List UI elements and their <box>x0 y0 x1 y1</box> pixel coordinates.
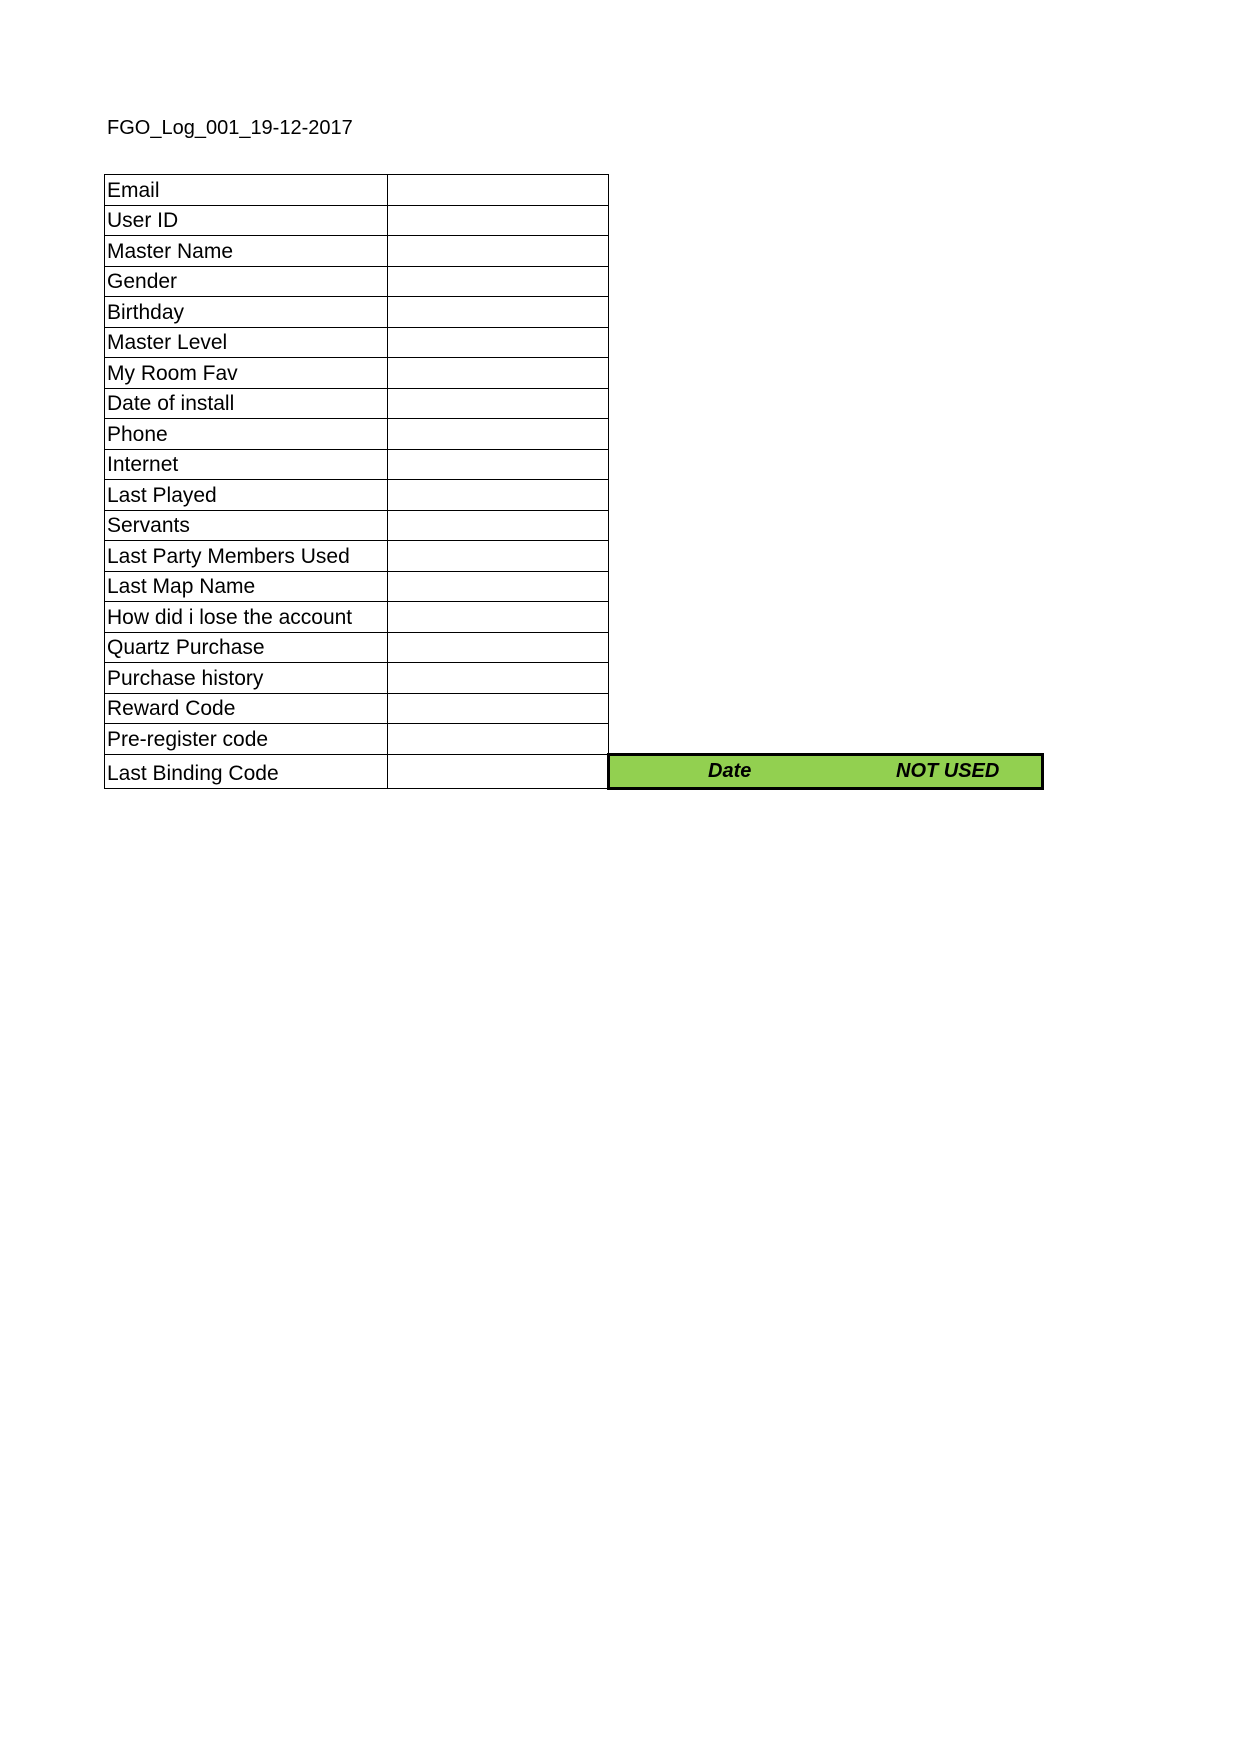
field-label-quartz-purchase: Quartz Purchase <box>105 632 388 663</box>
field-value-last-binding-code[interactable] <box>388 754 609 788</box>
field-label-master-name: Master Name <box>105 236 388 267</box>
field-value-last-map-name[interactable] <box>388 571 609 602</box>
field-label-birthday: Birthday <box>105 297 388 328</box>
field-value-my-room-fav[interactable] <box>388 358 609 389</box>
table-row <box>105 419 1043 450</box>
field-label-servants: Servants <box>105 510 388 541</box>
table-row <box>105 541 1043 572</box>
table-row <box>105 327 1043 358</box>
field-label-date-of-install: Date of install <box>105 388 388 419</box>
table-row <box>105 358 1043 389</box>
table-row <box>105 602 1043 633</box>
document-title: FGO_Log_001_19-12-2017 <box>107 117 353 139</box>
field-label-gender: Gender <box>105 266 388 297</box>
binding-status-label: NOT USED <box>896 759 1000 782</box>
field-label-phone: Phone <box>105 419 388 450</box>
table-row <box>105 297 1043 328</box>
table-row <box>105 663 1043 694</box>
field-value-quartz-purchase[interactable] <box>388 632 609 663</box>
field-value-last-party-members-used[interactable] <box>388 541 609 572</box>
table-row <box>105 449 1043 480</box>
table-row <box>105 632 1043 663</box>
table-row <box>105 480 1043 511</box>
account-info-table <box>104 174 1044 790</box>
field-value-email[interactable] <box>388 175 609 206</box>
field-label-last-played: Last Played <box>105 480 388 511</box>
table-row <box>105 571 1043 602</box>
table-row <box>105 175 1043 206</box>
field-value-last-played[interactable] <box>388 480 609 511</box>
field-label-last-party-members-used: Last Party Members Used <box>105 541 388 572</box>
field-value-gender[interactable] <box>388 266 609 297</box>
table-row <box>105 266 1043 297</box>
table-row <box>105 693 1043 724</box>
field-value-birthday[interactable] <box>388 297 609 328</box>
field-label-purchase-history: Purchase history <box>105 663 388 694</box>
field-label-my-room-fav: My Room Fav <box>105 358 388 389</box>
field-value-reward-code[interactable] <box>388 693 609 724</box>
field-label-internet: Internet <box>105 449 388 480</box>
table-row <box>105 510 1043 541</box>
field-label-email: Email <box>105 175 388 206</box>
table-row <box>105 724 1043 755</box>
field-label-master-level: Master Level <box>105 327 388 358</box>
field-value-pre-register-code[interactable] <box>388 724 609 755</box>
field-label-pre-register-code: Pre-register code <box>105 724 388 755</box>
field-value-user-id[interactable] <box>388 205 609 236</box>
field-label-last-binding-code: Last Binding Code <box>105 754 388 788</box>
field-label-last-map-name: Last Map Name <box>105 571 388 602</box>
field-label-reward-code: Reward Code <box>105 693 388 724</box>
field-value-servants[interactable] <box>388 510 609 541</box>
field-value-date-of-install[interactable] <box>388 388 609 419</box>
binding-date-label: Date <box>708 759 752 782</box>
field-value-how-did-i-lose-the-account[interactable] <box>388 602 609 633</box>
field-label-user-id: User ID <box>105 205 388 236</box>
binding-status-strip <box>609 754 1043 788</box>
field-value-purchase-history[interactable] <box>388 663 609 694</box>
field-label-how-did-i-lose-the-account: How did i lose the account <box>105 602 388 633</box>
table-row <box>105 754 1043 788</box>
field-value-phone[interactable] <box>388 419 609 450</box>
table-row <box>105 236 1043 267</box>
table-row <box>105 205 1043 236</box>
table-row <box>105 388 1043 419</box>
field-value-internet[interactable] <box>388 449 609 480</box>
field-value-master-name[interactable] <box>388 236 609 267</box>
field-value-master-level[interactable] <box>388 327 609 358</box>
